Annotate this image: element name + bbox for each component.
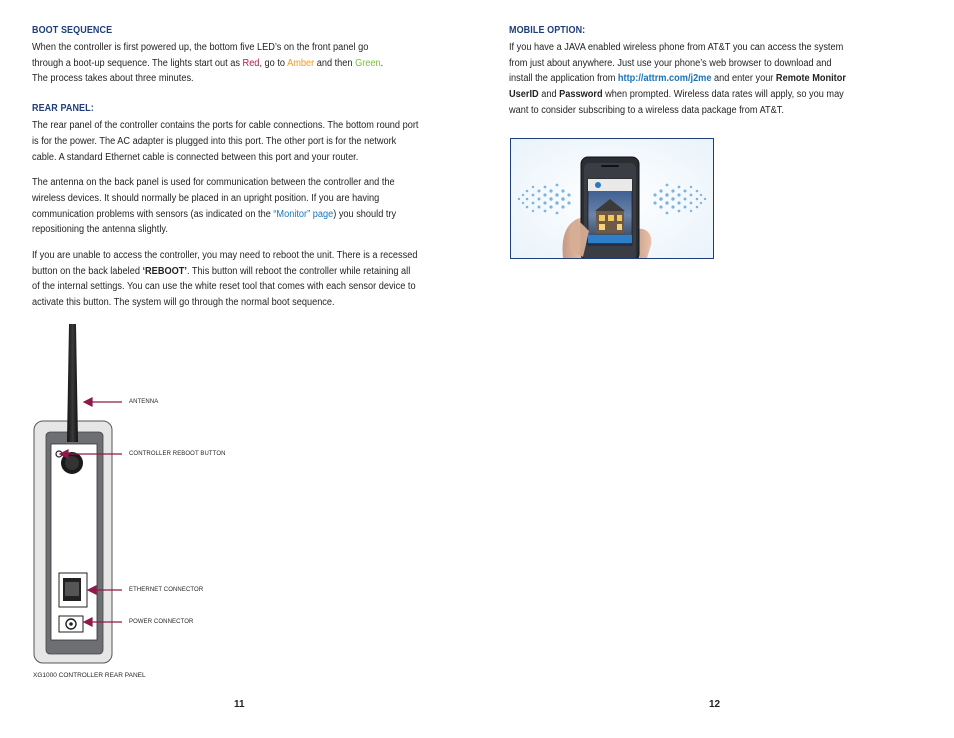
red-word: Red <box>242 57 260 69</box>
page-number-left: 11 <box>234 699 245 710</box>
mobile-option-heading: MOBILE OPTION: <box>509 25 586 36</box>
mobile-option-text: If you have a JAVA enabled wireless phone from AT&T you can access the system from just about anywhere. Just use your phone’s web browser to download and install the application from http://attrm.com/j2me and enter your Remote Monitor UserID and Password when prompted. Wireless data rates will apply, so you may want to consider subscribing to a wireless data package from AT&T. <box>509 42 846 116</box>
amber-word: Amber <box>287 57 315 69</box>
page-number-right: 12 <box>709 699 721 710</box>
rear-panel-para-3: If you are unable to access the controller, you may need to reboot the unit. There is a recessed button on the back labeled ‘REBOOT’. This button will reboot the controller while retaining all of the internal settings. You can use the white reset tool that comes with each sensor device to activate this button. The system will go through the normal boot sequence. <box>32 250 418 309</box>
left-page-text <box>32 24 422 311</box>
antenna-label: ANTENNA <box>129 399 159 405</box>
monitor-page-link: “Monitor” page <box>273 208 334 220</box>
rear-panel-heading: REAR PANEL: <box>32 103 94 115</box>
j2me-link[interactable]: http://attrm.com/j2me <box>617 73 712 85</box>
reboot-button-label: CONTROLLER REBOOT BUTTON <box>129 451 226 457</box>
ethernet-connector-label: ETHERNET CONNECTOR <box>129 587 204 593</box>
diagram-caption: XG1000 CONTROLLER REAR PANEL <box>33 672 146 679</box>
phone-illustration <box>510 138 714 259</box>
right-page-text <box>509 24 854 119</box>
boot-sequence-text: When the controller is first powered up, the bottom five LED’s on the front panel go through a boot-up sequence. The lights start out as Red, go to Amber and then Green. The process takes about three minutes. <box>32 42 384 85</box>
antenna-shape <box>67 324 78 442</box>
green-word: Green <box>355 57 381 69</box>
power-connector-label: POWER CONNECTOR <box>129 619 194 625</box>
rear-panel-para-2: The antenna on the back panel is used for communication between the controller and the wireless devices. It should normally be placed in an upright position. If you are having communication problems with sensors (as indicated on the “Monitor” page) you should try repositioning the antenna slightly. <box>32 177 397 236</box>
rear-panel-diagram <box>32 320 272 665</box>
rear-panel-illustration <box>32 320 272 665</box>
boot-sequence-heading: BOOT SEQUENCE <box>32 25 113 36</box>
rear-panel-para-1: The rear panel of the controller contains the ports for cable connections. The bottom round port is for the power. The AC adapter is plugged into this port. The other port is for the network cable. A standard Ethernet cable is connected between this port and your router. <box>32 120 419 163</box>
